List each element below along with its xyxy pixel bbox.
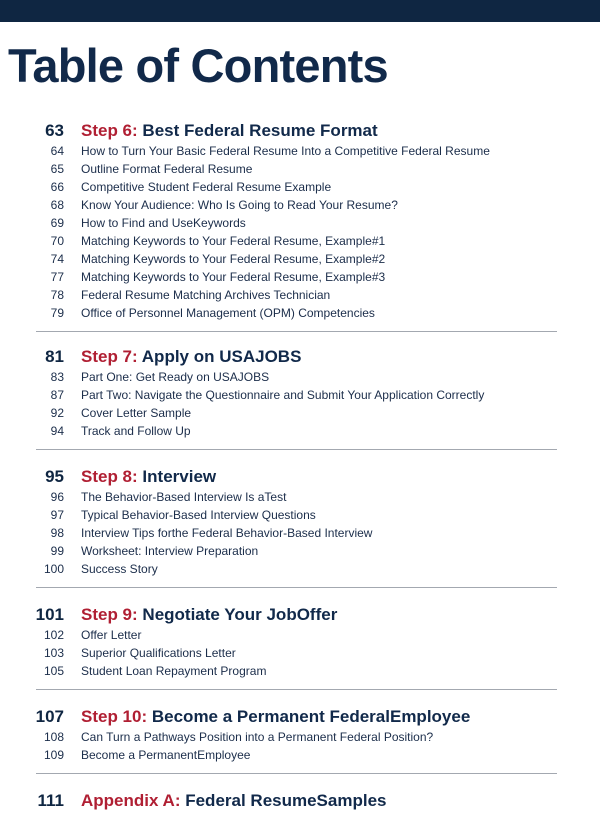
toc-entry[interactable]: [0, 644, 600, 662]
step-name: Federal ResumeSamples: [185, 791, 387, 810]
toc-entry[interactable]: [0, 368, 600, 386]
toc-step-heading[interactable]: [0, 344, 600, 368]
entry-title: How to Turn Your Basic Federal Resume Into a Competitive Federal Resume: [81, 144, 490, 158]
step-name: Interview: [142, 467, 217, 486]
toc-entry[interactable]: [0, 142, 600, 160]
page-title: Table of Contents: [8, 39, 388, 92]
toc-section: [0, 344, 600, 440]
entry-page-number: 100: [43, 562, 64, 576]
step-name: Negotiate Your JobOffer: [142, 605, 338, 624]
step-label: Step 7:: [81, 347, 138, 366]
toc-entry[interactable]: [0, 728, 600, 746]
entry-title: The Behavior-Based Interview Is aTest: [81, 490, 287, 504]
entry-title: Know Your Audience: Who Is Going to Read Your Resume?: [81, 198, 398, 212]
top-banner: [0, 0, 600, 22]
toc-entry[interactable]: [0, 746, 600, 764]
entry-page-number: 74: [50, 252, 64, 266]
toc-section: [0, 118, 600, 322]
step-title: [81, 604, 337, 626]
entry-title: How to Find and UseKeywords: [81, 216, 246, 230]
entry-page-number: 78: [50, 288, 64, 302]
toc-entry[interactable]: [0, 488, 600, 506]
entry-title: Competitive Student Federal Resume Example: [81, 180, 332, 194]
toc-step-heading[interactable]: [0, 602, 600, 626]
step-page-number: 95: [45, 467, 64, 486]
step-page-number: 81: [45, 347, 64, 366]
toc-entry[interactable]: [0, 542, 600, 560]
step-page-number: 107: [35, 707, 64, 726]
step-name: Best Federal Resume Format: [142, 121, 378, 140]
section-divider: [36, 689, 557, 690]
section-divider: [36, 587, 557, 588]
entry-title: Office of Personnel Management (OPM) Competencies: [81, 306, 375, 320]
entry-page-number: 99: [50, 544, 64, 558]
entry-title: Become a PermanentEmployee: [81, 748, 251, 762]
entry-page-number: 109: [43, 748, 64, 762]
toc-entry[interactable]: [0, 232, 600, 250]
toc-section: [0, 602, 600, 680]
section-divider: [36, 331, 557, 332]
toc-entry[interactable]: [0, 160, 600, 178]
toc-entry[interactable]: [0, 386, 600, 404]
toc-entry[interactable]: [0, 506, 600, 524]
entry-page-number: 105: [43, 664, 64, 678]
step-name: Apply on USAJOBS: [141, 347, 302, 366]
entry-page-number: 97: [50, 508, 64, 522]
entry-title: Matching Keywords to Your Federal Resume, Example#2: [81, 252, 386, 266]
step-title: [81, 120, 378, 142]
section-divider: [36, 449, 557, 450]
toc-step-heading[interactable]: [0, 118, 600, 142]
entry-title: Interview Tips forthe Federal Behavior-Based Interview: [81, 526, 373, 540]
entry-title: Student Loan Repayment Program: [81, 664, 267, 678]
step-page-number: 63: [45, 121, 64, 140]
entry-title: Superior Qualifications Letter: [81, 646, 236, 660]
entry-title: Offer Letter: [81, 628, 142, 642]
toc-section: [0, 704, 600, 764]
table-of-contents: [0, 118, 600, 812]
entry-title: Matching Keywords to Your Federal Resume, Example#3: [81, 270, 386, 284]
entry-title: Success Story: [81, 562, 158, 576]
entry-page-number: 98: [50, 526, 64, 540]
toc-entry[interactable]: [0, 626, 600, 644]
entry-page-number: 108: [43, 730, 64, 744]
entry-page-number: 69: [50, 216, 64, 230]
step-label: Step 6:: [81, 121, 138, 140]
entry-title: Part One: Get Ready on USAJOBS: [81, 370, 270, 384]
entry-title: Part Two: Navigate the Questionnaire and Submit Your Application Correctly: [81, 388, 485, 402]
entry-page-number: 94: [50, 424, 64, 438]
toc-step-heading[interactable]: [0, 704, 600, 728]
entry-page-number: 68: [50, 198, 64, 212]
toc-entry[interactable]: [0, 662, 600, 680]
toc-entry[interactable]: [0, 250, 600, 268]
toc-section: [0, 464, 600, 578]
entry-title: Worksheet: Interview Preparation: [81, 544, 259, 558]
section-divider: [36, 773, 557, 774]
step-title: [81, 466, 216, 488]
toc-section: [0, 788, 600, 812]
step-label: Appendix A:: [81, 791, 181, 810]
entry-title: Can Turn a Pathways Position into a Permanent Federal Position?: [81, 730, 434, 744]
toc-step-heading[interactable]: [0, 788, 600, 812]
toc-entry[interactable]: [0, 560, 600, 578]
toc-entry[interactable]: [0, 422, 600, 440]
step-title: [81, 790, 386, 812]
toc-entry[interactable]: [0, 286, 600, 304]
entry-page-number: 70: [50, 234, 64, 248]
toc-entry[interactable]: [0, 178, 600, 196]
step-page-number: 111: [37, 791, 64, 810]
toc-step-heading[interactable]: [0, 464, 600, 488]
entry-title: Matching Keywords to Your Federal Resume, Example#1: [81, 234, 386, 248]
entry-title: Cover Letter Sample: [81, 406, 192, 420]
entry-page-number: 79: [50, 306, 64, 320]
entry-title: Outline Format Federal Resume: [81, 162, 253, 176]
entry-page-number: 92: [50, 406, 64, 420]
toc-entry[interactable]: [0, 404, 600, 422]
entry-page-number: 65: [50, 162, 64, 176]
entry-title: Typical Behavior-Based Interview Questions: [81, 508, 316, 522]
entry-page-number: 96: [50, 490, 64, 504]
step-label: Step 9:: [81, 605, 138, 624]
entry-page-number: 87: [50, 388, 64, 402]
toc-entry[interactable]: [0, 196, 600, 214]
step-title: [81, 346, 301, 368]
entry-title: Federal Resume Matching Archives Technician: [81, 288, 331, 302]
entry-page-number: 77: [50, 270, 64, 284]
toc-entry[interactable]: [0, 524, 600, 542]
step-name: Become a Permanent FederalEmployee: [151, 707, 471, 726]
toc-entry[interactable]: [0, 268, 600, 286]
step-title: [81, 706, 470, 728]
entry-title: Track and Follow Up: [81, 424, 191, 438]
entry-page-number: 102: [43, 628, 64, 642]
step-label: Step 8:: [81, 467, 138, 486]
entry-page-number: 103: [43, 646, 64, 660]
step-label: Step 10:: [81, 707, 148, 726]
entry-page-number: 83: [50, 370, 64, 384]
entry-page-number: 64: [50, 144, 64, 158]
toc-entry[interactable]: [0, 304, 600, 322]
toc-entry[interactable]: [0, 214, 600, 232]
entry-page-number: 66: [50, 180, 64, 194]
step-page-number: 101: [35, 605, 64, 624]
